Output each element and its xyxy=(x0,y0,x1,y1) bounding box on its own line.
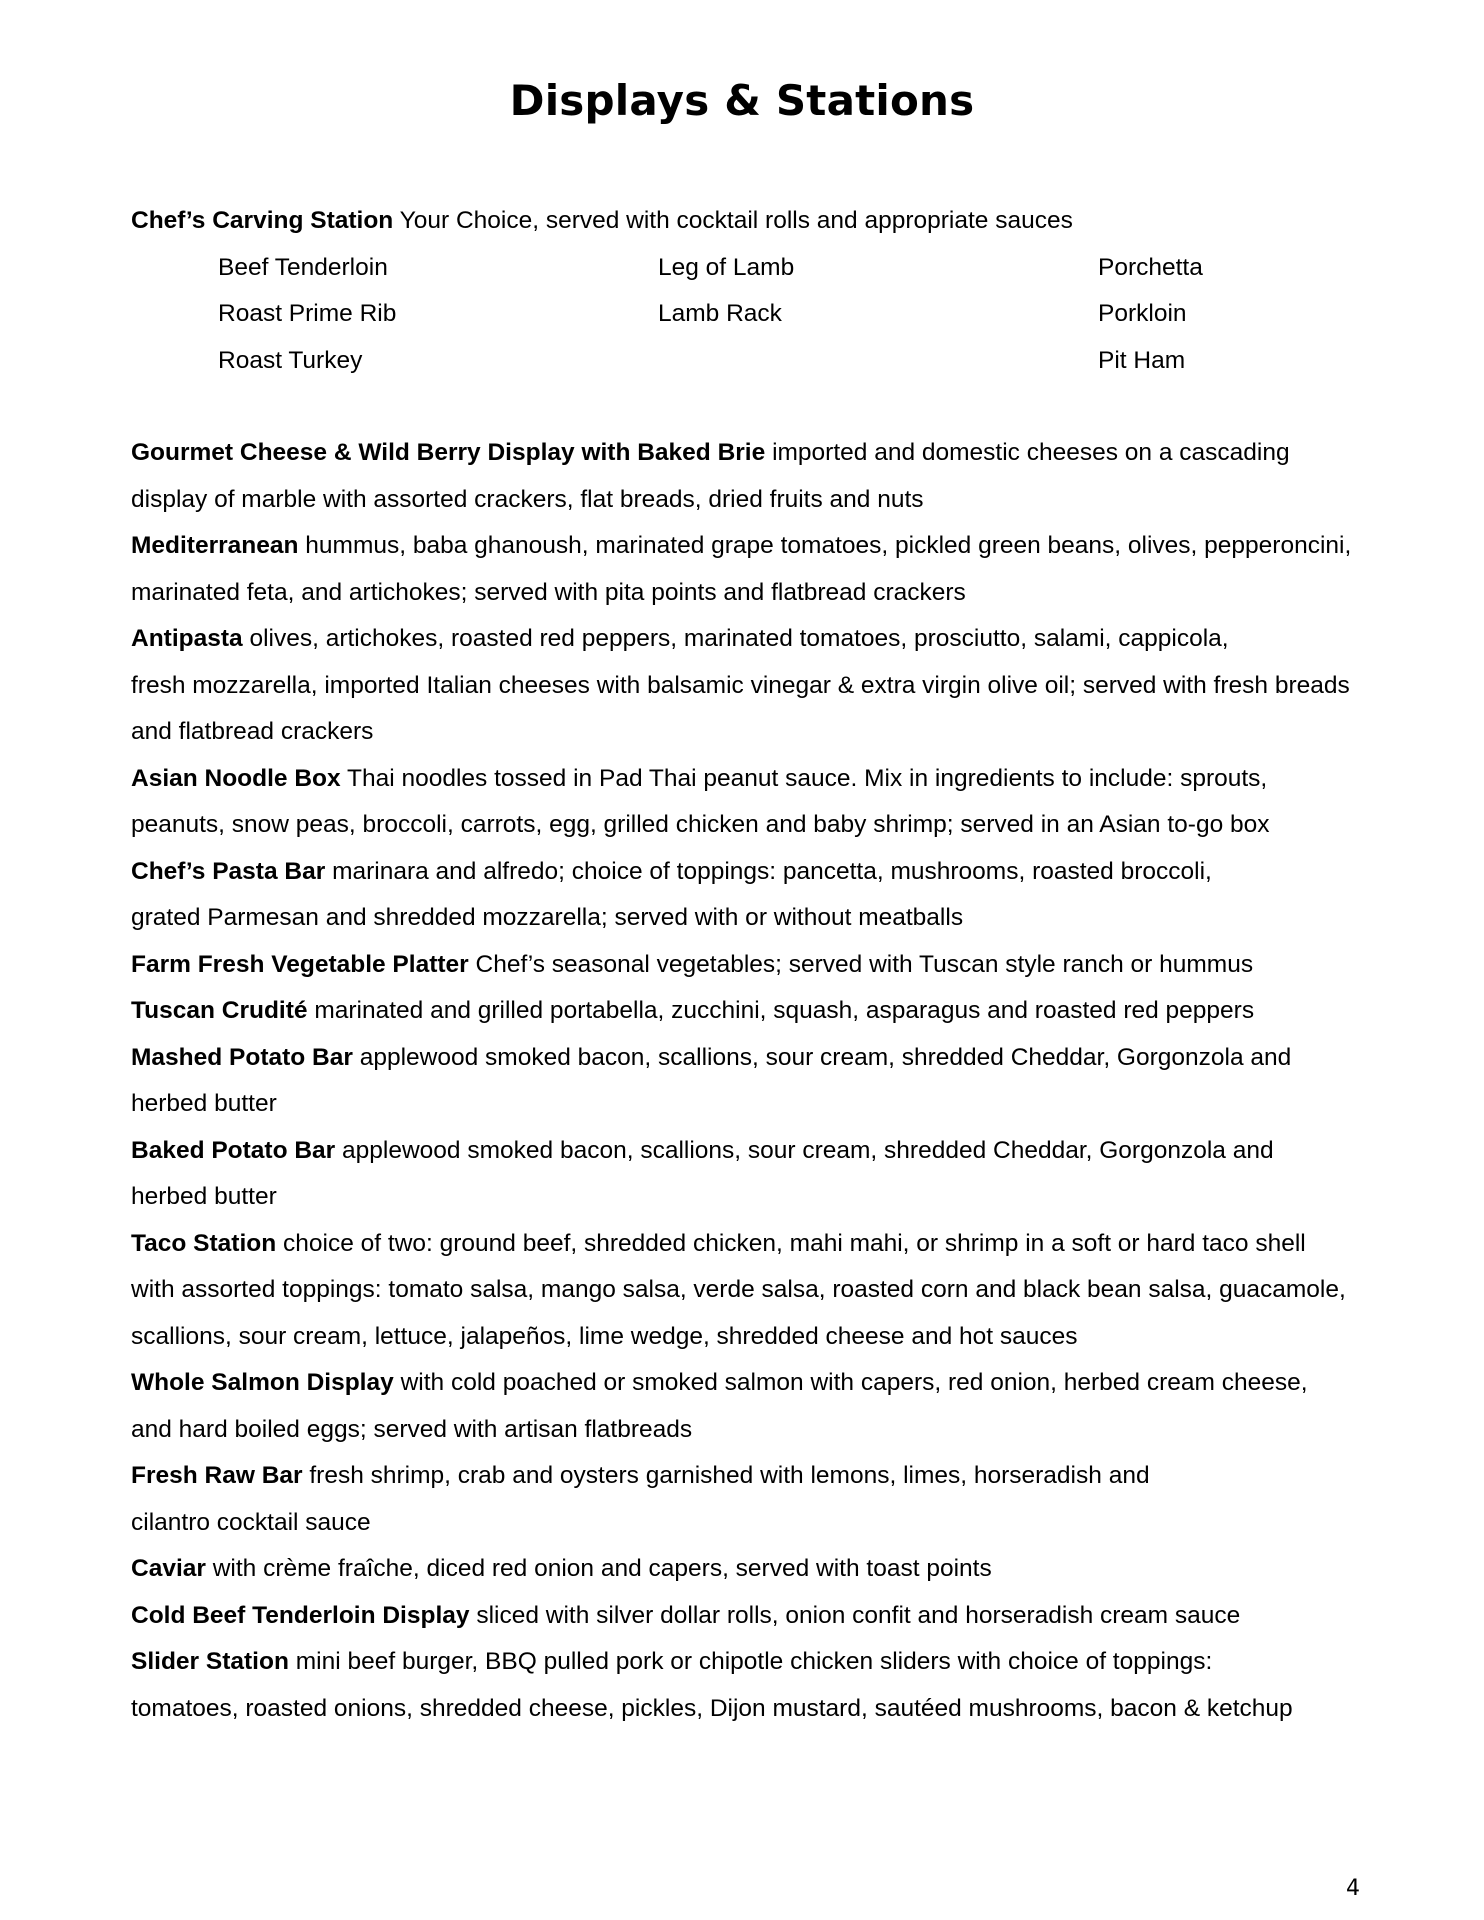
station-item-line xyxy=(131,430,1371,477)
carving-station xyxy=(131,198,1371,385)
station-item-name: Mashed Potato Bar xyxy=(131,1043,353,1071)
station-item-continuation: display of marble with assorted crackers, flat breads, dried fruits and nuts xyxy=(131,485,924,513)
carving-station-name: Chef’s Carving Station xyxy=(131,207,394,234)
station-item-line xyxy=(131,1360,1371,1407)
station-item-continuation: peanuts, snow peas, broccoli, carrots, egg, grilled chicken and baby shrimp; served in an Asian to-go box xyxy=(131,811,1270,838)
station-item-description: with cold poached or smoked salmon with capers, red onion, herbed cream cheese, xyxy=(400,1369,1308,1396)
station-item-continuation: tomatoes, roasted onions, shredded cheese, pickles, Dijon mustard, sautéed mushrooms, bacon & ketchup xyxy=(131,1694,1293,1722)
carving-station-header xyxy=(131,198,1371,245)
station-item-name: Caviar xyxy=(131,1555,206,1582)
station-item xyxy=(131,616,1371,756)
station-item-line xyxy=(131,1639,1371,1686)
carving-option: Roast Turkey xyxy=(218,346,363,374)
carving-option: Pit Ham xyxy=(1098,346,1186,374)
station-item-line xyxy=(131,1128,1371,1175)
station-item-description: olives, artichokes, roasted red peppers, marinated tomatoes, prosciutto, salami, cappicola, xyxy=(249,625,1229,652)
station-item xyxy=(131,1639,1371,1732)
station-item xyxy=(131,523,1371,616)
station-item xyxy=(131,1546,1371,1593)
station-item xyxy=(131,1360,1371,1453)
station-item-continuation: cilantro cocktail sauce xyxy=(131,1508,371,1536)
station-item-name: Cold Beef Tenderloin Display xyxy=(131,1601,470,1629)
station-item-continuation: and flatbread crackers xyxy=(131,718,374,745)
station-item-continuation: and hard boiled eggs; served with artisan flatbreads xyxy=(131,1415,693,1443)
station-item-line xyxy=(131,616,1371,663)
station-item-line xyxy=(131,849,1371,896)
carving-options-grid xyxy=(218,245,1371,385)
station-item-description: applewood smoked bacon, scallions, sour cream, shredded Cheddar, Gorgonzola and xyxy=(359,1043,1292,1071)
station-item-name: Mediterranean xyxy=(131,532,299,559)
station-item-description: Thai noodles tossed in Pad Thai peanut sauce. Mix in ingredients to include: sprouts, xyxy=(347,764,1268,792)
station-item xyxy=(131,942,1371,989)
station-item-line xyxy=(131,1453,1371,1500)
station-item-line xyxy=(131,756,1371,803)
station-item-name: Whole Salmon Display xyxy=(131,1369,394,1396)
carving-option: Lamb Rack xyxy=(658,300,782,327)
carving-option: Porkloin xyxy=(1098,300,1187,327)
station-list xyxy=(131,430,1371,1732)
station-item-description: applewood smoked bacon, scallions, sour cream, shredded Cheddar, Gorgonzola and xyxy=(342,1136,1274,1164)
carving-option: Roast Prime Rib xyxy=(218,300,397,327)
station-item-description: marinara and alfredo; choice of toppings: pancetta, mushrooms, roasted broccoli, xyxy=(332,857,1212,885)
station-item-description: mini beef burger, BBQ pulled pork or chipotle chicken sliders with choice of toppings: xyxy=(295,1648,1213,1675)
station-item-name: Chef’s Pasta Bar xyxy=(131,857,326,885)
station-item-description: choice of two: ground beef, shredded chicken, mahi mahi, or shrimp in a soft or hard taco shell xyxy=(283,1229,1306,1257)
station-item xyxy=(131,1453,1371,1546)
station-item-line xyxy=(131,1593,1371,1640)
station-item xyxy=(131,849,1371,942)
station-item-line xyxy=(131,942,1371,989)
station-item-continuation: herbed butter xyxy=(131,1183,277,1210)
carving-option: Porchetta xyxy=(1098,253,1203,281)
station-item-continuation: grated Parmesan and shredded mozzarella; served with or without meatballs xyxy=(131,904,964,931)
station-item xyxy=(131,988,1371,1035)
station-item-description: fresh shrimp, crab and oysters garnished with lemons, limes, horseradish and xyxy=(309,1462,1150,1489)
station-item-line xyxy=(131,1221,1371,1268)
station-item-line xyxy=(131,523,1371,570)
station-item-continuation: scallions, sour cream, lettuce, jalapeños, lime wedge, shredded cheese and hot sauces xyxy=(131,1322,1078,1350)
station-item xyxy=(131,1035,1371,1128)
station-item-line xyxy=(131,1546,1371,1593)
carving-station-description: Your Choice, served with cocktail rolls and appropriate sauces xyxy=(399,207,1073,234)
station-item-description: sliced with silver dollar rolls, onion confit and horseradish cream sauce xyxy=(476,1601,1241,1629)
station-item-name: Fresh Raw Bar xyxy=(131,1462,303,1489)
page-number: 4 xyxy=(1346,1876,1360,1901)
station-item-name: Slider Station xyxy=(131,1648,289,1675)
station-item-continuation: herbed butter xyxy=(131,1090,277,1117)
station-item xyxy=(131,430,1371,523)
station-item-line xyxy=(131,988,1371,1035)
station-item-description: Chef’s seasonal vegetables; served with Tuscan style ranch or hummus xyxy=(475,950,1254,978)
station-item-name: Antipasta xyxy=(131,625,243,652)
station-item-description: with crème fraîche, diced red onion and capers, served with toast points xyxy=(212,1555,992,1582)
carving-option: Leg of Lamb xyxy=(658,253,795,281)
station-item-name: Tuscan Crudité xyxy=(131,997,308,1024)
station-item-continuation: marinated feta, and artichokes; served with pita points and flatbread crackers xyxy=(131,578,966,606)
station-item-continuation: fresh mozzarella, imported Italian cheeses with balsamic vinegar & extra virgin olive oil; served with fresh breads xyxy=(131,671,1350,699)
station-item-description: marinated and grilled portabella, zucchini, squash, asparagus and roasted red peppers xyxy=(314,997,1255,1024)
station-item-continuation: with assorted toppings: tomato salsa, mango salsa, verde salsa, roasted corn and black bean salsa, guacamole, xyxy=(131,1276,1346,1303)
station-item xyxy=(131,1128,1371,1221)
station-item-name: Taco Station xyxy=(131,1229,277,1257)
station-item-name: Farm Fresh Vegetable Platter xyxy=(131,950,469,978)
station-item-description: hummus, baba ghanoush, marinated grape tomatoes, pickled green beans, olives, pepperoncini, xyxy=(305,532,1352,559)
carving-option: Beef Tenderloin xyxy=(218,253,388,281)
station-item-description: imported and domestic cheeses on a cascading xyxy=(772,439,1290,466)
station-item xyxy=(131,1221,1371,1361)
station-item-name: Asian Noodle Box xyxy=(131,764,341,792)
station-item xyxy=(131,756,1371,849)
station-item-name: Gourmet Cheese & Wild Berry Display with Baked Brie xyxy=(131,439,766,466)
station-item xyxy=(131,1593,1371,1640)
station-item-name: Baked Potato Bar xyxy=(131,1136,336,1164)
station-item-line xyxy=(131,1035,1371,1082)
page-title: Displays & Stations xyxy=(509,76,975,125)
